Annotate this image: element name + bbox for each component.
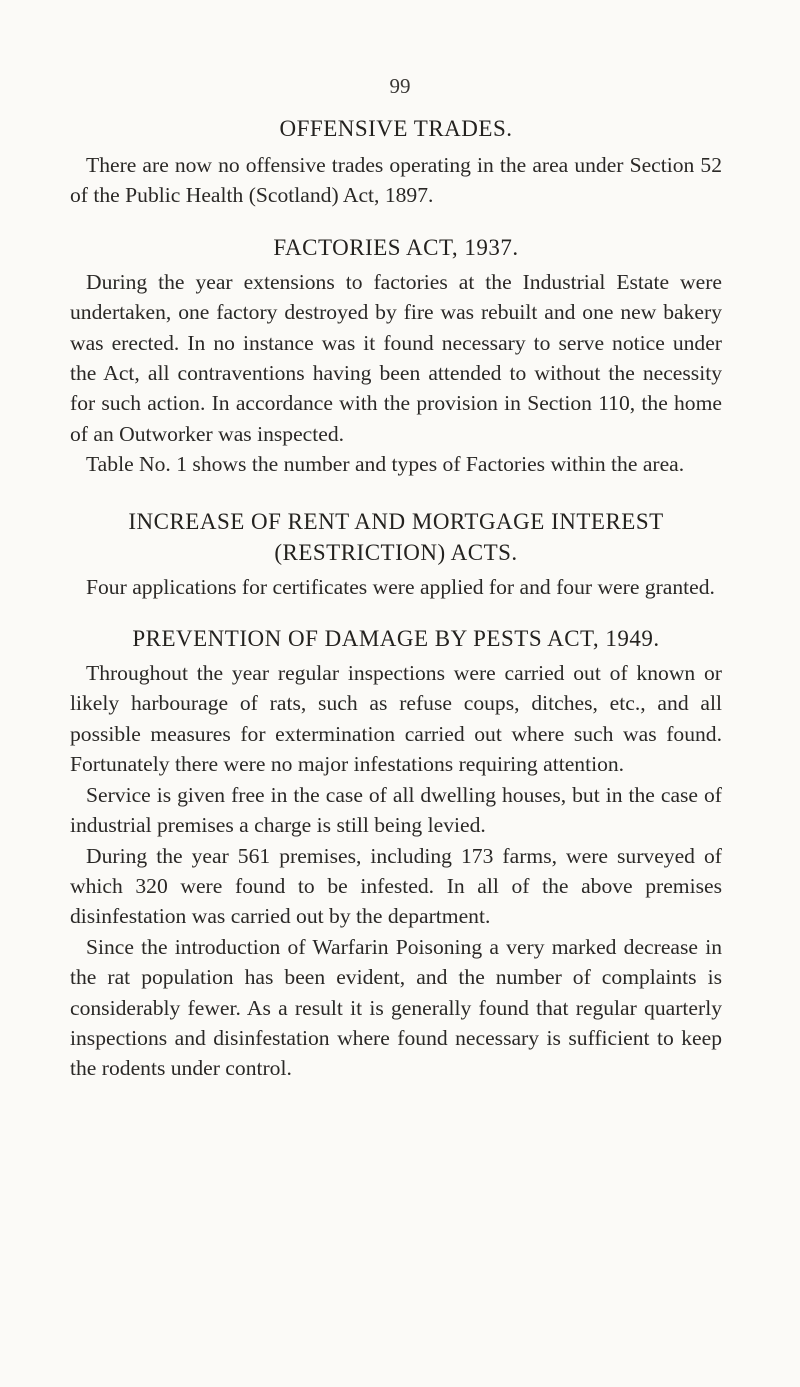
section-rent-restriction-acts [70, 506, 722, 602]
section-heading [70, 506, 722, 568]
page-number: 99 [389, 74, 411, 98]
paragraph: Service is given free in the case of all dwelling houses, but in the case of industrial premises a charge is still being levied. [70, 782, 722, 838]
paragraph: Four applications for certificates were applied for and four were granted. [86, 574, 715, 599]
paragraph: During the year 561 premises, including 173 farms, were surveyed of which 320 were found to be infested. In all of the above premises disinfestation was carried out by the department. [70, 843, 722, 929]
paragraph: Since the introduction of Warfarin Poisoning a very marked decrease in the rat population has been evident, and the number of complaints is considerably fewer. As a result it is generally found that regular quarterly inspections and disinfestation where found necessary is sufficient to keep the rodents under control. [70, 934, 722, 1081]
section-factories-act [70, 235, 722, 480]
page-body [70, 116, 722, 1084]
section-offensive-trades [70, 116, 722, 211]
section-pests-act [70, 626, 722, 1084]
section-heading: FACTORIES ACT, 1937. [273, 234, 519, 260]
heading-line: (RESTRICTION) ACTS. [274, 539, 518, 565]
paragraph: Table No. 1 shows the number and types of Factories within the area. [86, 452, 685, 477]
paragraph: There are now no offensive trades operating in the area under Section 52 of the Public Health (Scotland) Act, 1897. [70, 153, 722, 208]
paragraph: Throughout the year regular inspections were carried out of known or likely harbourage of rats, such as refuse coups, ditches, etc., and all possible measures for extermination carried out where such was found. Fortunately there were no major infestations requiring attention. [70, 661, 722, 777]
section-heading: PREVENTION OF DAMAGE BY PESTS ACT, 1949. [132, 626, 660, 652]
heading-line: INCREASE OF RENT AND MORTGAGE INTEREST [128, 508, 664, 534]
section-heading: OFFENSIVE TRADES. [279, 116, 513, 141]
paragraph: During the year extensions to factories at the Industrial Estate were undertaken, one factory destroyed by fire was rebuilt and one new bakery was erected. In no instance was it found necessary to serve notice under the Act, all contraventions having been attended to without the necessity for such action. In accordance with the provision in Section 110, the home of an Outworker was inspected. [70, 269, 722, 446]
